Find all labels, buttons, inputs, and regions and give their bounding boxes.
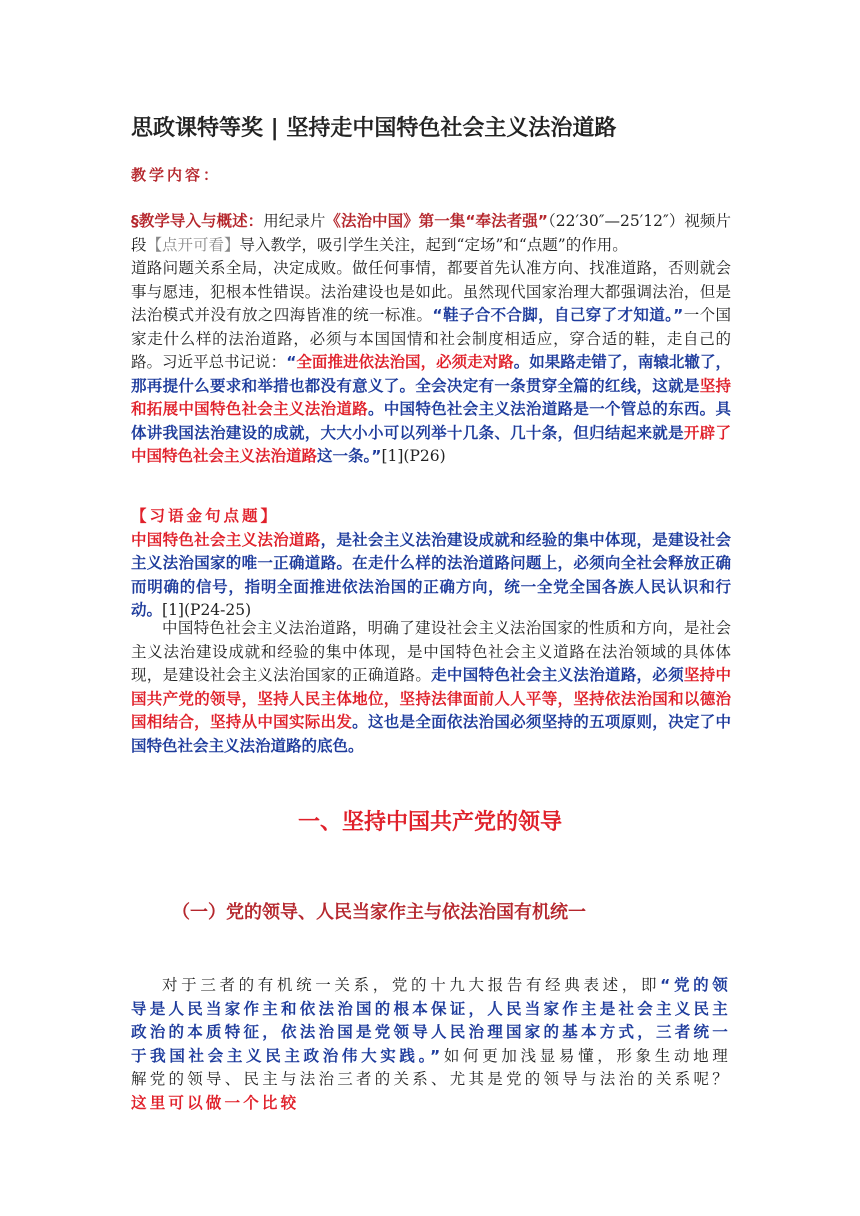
principles-text: 中国特色社会主义法治道路，明确了建设社会主义法治国家的性质和方向，是社会主义法治建设成就和经验的集中体现，是中国特色社会主义道路在法治领域的具体体现，是建设社会主义法治国家的正确道路。 [131,619,731,684]
intro-text-1: 用纪录片 [263,212,326,230]
heading-section-1: 一、坚持中国共产党的领导 [297,810,562,835]
shoe-quote: “鞋子合不合脚，自己穿了才知道。” [432,306,684,324]
principles-conclusion: 。这也是全面依法治国必须坚持的五项原则，决定了中国特色社会主义法治道路的底色。 [131,713,731,755]
golden-quote-highlight: 中国特色社会主义法治道路 [131,530,321,549]
principles-lead: 走中国特色社会主义法治道路，必须 [431,666,684,684]
five-principles: 坚持中国共产党的领导，坚持人民主体地位，坚持法律面前人人平等，坚持依法治国和以德治国相结合，坚持从中国实际出发 [131,666,731,731]
unity-text-1: 对于三者的有机统一关系，党的十九大报告有经典表述，即 [162,976,661,994]
golden-quote-label: 【习语金句点题】 [131,507,280,525]
intro-text-5: 一个国家走什么样的法治道路，必须与本国国情和社会制度相适应，穿合适的鞋，走自己的路。习近平总书记说： [131,306,731,371]
page-title: 思政课特等奖 | 坚持走中国特色社会主义法治道路 [131,116,617,141]
citation-2: [1](P24-25) [162,601,252,619]
quote-text-2: 。中国特色社会主义法治道路是一个管总的东西。具体讲我国法治建设的成就，大大小小可以列举十几条、几十条，但归结起来就是 [131,400,731,442]
golden-quote-text: ，是社会主义法治建设成就和经验的集中体现，是建设社会主义法治国家的唯一正确道路。在走什么样的法治道路问题上，必须向全社会释放正确而明确的信号，指明全面推进依法治国的正确方向，统一全党全国各族人民认识和行动。 [131,530,731,619]
intro-text-3: 导入教学，吸引学生关注，起到“定场”和“点题”的作用。 [239,235,628,254]
heading-subsection-1: （一）党的领导、人民当家作主与依法治国有机统一 [172,902,586,923]
intro-lead-label: §教学导入与概述： [131,212,264,230]
quote-highlight-3: 开辟了中国特色社会主义法治道路 [131,423,731,465]
intro-text-2: （22′30″—25′12″）视频片段 [131,212,731,254]
principles-paragraph [131,617,731,758]
film-title: 《法治中国》第一集“奉法者强” [325,212,548,230]
report-quote: “党的领导是人民当家作主和依法治国的根本保证，人民当家作主是社会主义民主政治的本质特征，依法治国是党领导人民治理国家的基本方式，三者统一于我国社会主义民主政治伟大实践。” [131,976,731,1065]
unity-paragraph [131,974,731,1115]
intro-text-4: 道路问题关系全局，决定成败。做任何事情，都要首先认准方向、找准道路，否则就会事与愿违，犯根本性错误。法治建设也是如此。虽然现代国家治理大都强调法治，但是法治模式并没有放之四海皆准的统一标准。 [131,259,731,324]
citation-1: [1](P26) [381,447,446,465]
quote-text-3: 这一条。” [317,447,382,465]
section-label: 教学内容： [131,166,222,184]
quote-highlight-2: 坚持和拓展中国特色社会主义法治道路 [131,376,731,418]
golden-quote-block [131,505,731,623]
intro-paragraph [131,210,731,469]
quote-text-1: 。如果路走错了，南辕北辙了，那再提什么要求和举措也都没有意义了。全会决定有一条贯穿全篇的红线，这就是 [131,353,731,395]
unity-text-2: 如何更加浅显易懂，形象生动地理解党的领导、民主与法治三者的关系、尤其是党的领导与法治的关系呢？ [131,1046,731,1088]
open-video-link[interactable]: 【点开可看】 [146,235,240,254]
quote-open: “ [286,353,297,371]
comparison-hint: 这里可以做一个比较 [131,1093,300,1112]
quote-highlight-1: 全面推进依法治国，必须走对路 [296,353,514,371]
